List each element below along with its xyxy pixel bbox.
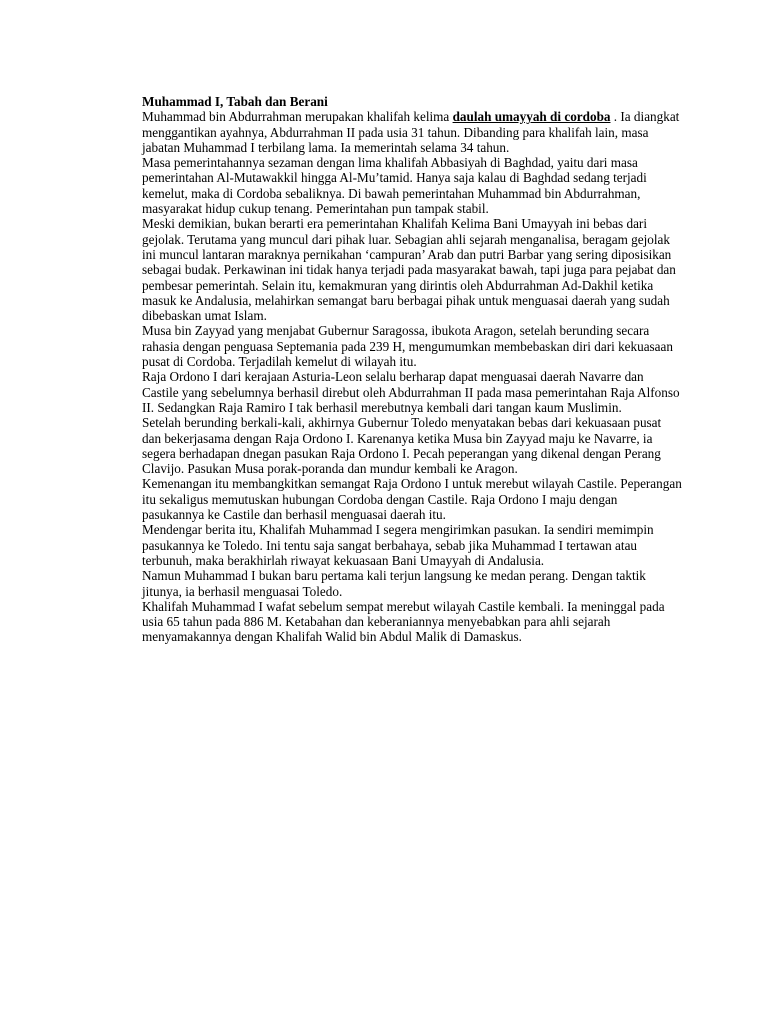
paragraph-7: Mendengar berita itu, Khalifah Muhammad I segera mengirimkan pasukan. Ia sendiri memimpin pasukannya ke Toledo. Ini tentu saja sangat berbahaya, sebab jika Muhammad I tertawan atau terbunuh, maka berakhirlah riwayat kekuasaan Bani Umayyah di Andalusia. bbox=[142, 522, 654, 568]
document-title: Muhammad I, Tabah dan Berani bbox=[142, 94, 328, 109]
paragraph-9: Khalifah Muhammad I wafat sebelum sempat merebut wilayah Castile kembali. Ia meninggal pada usia 65 tahun pada 886 M. Ketabahan dan keberaniannya menyebabkan para ahli sejarah menyamakannya dengan Khalifah Walid bin Abdul Malik di Damaskus. bbox=[142, 598, 665, 645]
daulah-umayyah-link[interactable]: daulah umayyah di cordoba bbox=[452, 109, 611, 125]
intro-paragraph bbox=[142, 109, 682, 155]
paragraph-1: Masa pemerintahannya sezaman dengan lima khalifah Abbasiyah di Baghdad, yaitu dari masa pemerintahan Al-Mutawakkil hingga Al-Mu’tamid. Hanya saja kalau di Baghdad sedang terjadi kemelut, maka di Cordoba sebaliknya. Di bawah pemerintahan Muhammad bin Abdurrahman, masyarakat hidup cukup tenang. Pemerintahan pun tampak stabil. bbox=[142, 155, 647, 217]
document-page bbox=[142, 94, 682, 645]
paragraph-6: Kemenangan itu membangkitkan semangat Raja Ordono I untuk merebut wilayah Castile. Peperangan itu sekaligus memutuskan hubungan Cordoba dengan Castile. Raja Ordono I maju dengan pasukannya ke Castile dan berhasil menguasai daerah itu. bbox=[142, 476, 682, 523]
paragraph-3: Musa bin Zayyad yang menjabat Gubernur Saragossa, ibukota Aragon, setelah berunding secara rahasia dengan penguasa Septemania pada 239 H, mengumumkan membebaskan diri dari kekuasaan pusat di Cordoba. Terjadilah kemelut di wilayah itu. bbox=[142, 323, 673, 370]
intro-text-after: . Ia diangkat menggantikan ayahnya, Abdurrahman II pada usia 31 tahun. Dibanding para khalifah lain, masa jabatan Muhammad I terbilang lama. Ia memerintah selama 34 tahun. bbox=[142, 109, 680, 155]
paragraph-4: Raja Ordono I dari kerajaan Asturia-Leon selalu berharap dapat menguasai daerah Navarre dan Castile yang sebelumnya berhasil direbut oleh Abdurrahman II pada masa pemerintahan Raja Alfonso II. Sedangkan Raja Ramiro I tak berhasil merebutnya kembali dari tangan kaum Muslimin. bbox=[142, 369, 680, 415]
intro-text-before: Muhammad bin Abdurrahman merupakan khalifah kelima bbox=[142, 109, 453, 125]
paragraph-2: Meski demikian, bukan berarti era pemerintahan Khalifah Kelima Bani Umayyah ini bebas dari gejolak. Terutama yang muncul dari pihak luar. Sebagian ahli sejarah menganalisa, beragam gejolak ini muncul lantaran maraknya pernikahan ‘campuran’ Arab dan putri Barbar yang sering diposisikan sebagai budak. Perkawinan ini tidak hanya terjadi pada masyarakat bawah, tapi juga para pejabat dan pembesar pemerintah. Selain itu, kemakmuran yang dirintis oleh Abdurrahman Ad-Dakhil ketika masuk ke Andalusia, melahirkan semangat baru berbagai pihak untuk menguasai daerah yang sudah dibebaskan umat Islam. bbox=[142, 216, 676, 324]
paragraph-5: Setelah berunding berkali-kali, akhirnya Gubernur Toledo menyatakan bebas dari kekuasaan pusat dan bekerjasama dengan Raja Ordono I. Karenanya ketika Musa bin Zayyad maju ke Navarre, ia segera berhadapan dnegan pasukan Raja Ordono I. Pecah peperangan yang dikenal dengan Perang Clavijo. Pasukan Musa porak-poranda dan mundur kembali ke Aragon. bbox=[142, 415, 662, 477]
paragraph-8: Namun Muhammad I bukan baru pertama kali terjun langsung ke medan perang. Dengan taktik jitunya, ia berhasil menguasai Toledo. bbox=[142, 568, 646, 599]
